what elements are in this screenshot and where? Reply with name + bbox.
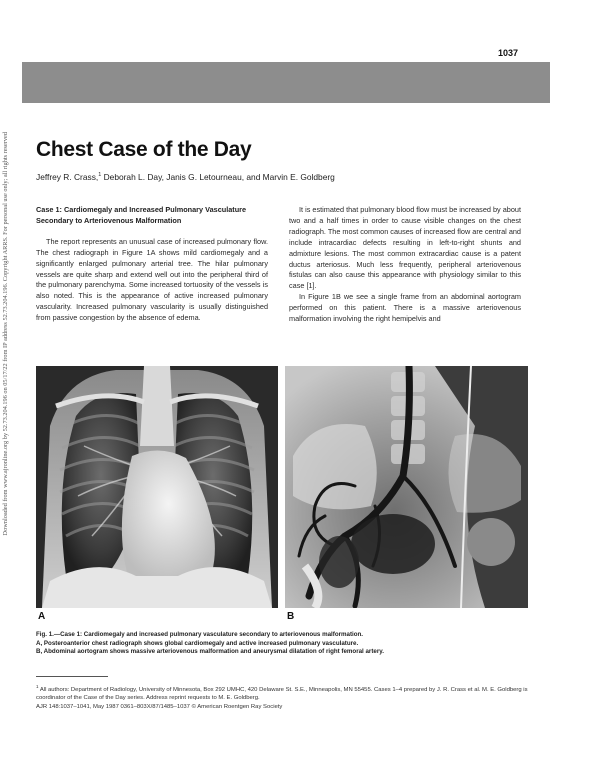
- footnote-marker: 1: [36, 684, 39, 689]
- authors-first: Jeffrey R. Crass,: [36, 172, 99, 182]
- author-list: [36, 172, 335, 182]
- journal-citation: AJR 148:1037–1041, May 1987 0361–803X/87/1485–1037 © American Roentgen Ray Society: [36, 704, 283, 710]
- chest-radiograph-drawing: [36, 366, 278, 608]
- right-column: [289, 205, 521, 325]
- case-heading: Case 1: Cardiomegaly and Increased Pulmonary Vasculature Secondary to Arteriovenous Malformation: [36, 205, 247, 225]
- figure-label-a: A: [38, 611, 46, 622]
- left-column: [36, 205, 268, 324]
- footnote: [36, 683, 528, 703]
- header-band: [22, 62, 550, 103]
- figure-caption: [36, 631, 526, 657]
- aortogram-drawing: [285, 366, 528, 608]
- chest-radiograph-image: [36, 366, 278, 608]
- body-paragraph: In Figure 1B we see a single frame from an abdominal aortogram performed on this patient. There is a massive arteriovenous malformation involving the right hemipelvis and: [289, 292, 521, 324]
- footnote-divider: [36, 676, 108, 677]
- aortogram-image: [285, 366, 528, 608]
- caption-part-a: A, Posteroanterior chest radiograph shows global cardiomegaly and active increased pulmonary vasculature.: [36, 639, 359, 647]
- figure-label-b: B: [287, 611, 295, 622]
- authors-rest: Deborah L. Day, Janis G. Letourneau, and Marvin E. Goldberg: [101, 172, 335, 182]
- body-paragraph: The report represents an unusual case of increased pulmonary flow. The chest radiograph in Figure 1A shows mild cardiomegaly and a significantly enlarged pulmonary arterial tree. The hilar pulmonary vessels are quite sharp and extend well out into the peripheral third of the pulmonary parenchyma. Some increased tortuosity of the vessels is also noted. This is the appearance of active increased pulmonary vascularity. Increased pulmonary vascularity is usually distinguished from passive congestion by the absence of edema.: [36, 236, 268, 323]
- caption-part-b: B, Abdominal aortogram shows massive arteriovenous malformation and aneurysmal dilatation of right femoral artery.: [36, 648, 384, 655]
- download-notice: Downloaded from www.ajronline.org by 52.73.204.196 on 05/17/22 from IP address 52.73.204.196. Copyright ARRS. For personal use only; all rights reserved: [2, 132, 9, 536]
- body-paragraph: It is estimated that pulmonary blood flow must be increased by about two and a half times in order to cause visible changes on the chest radiograph. The most common causes of increased flow are central and include intracardiac defects resulting in left-to-right shunts and admixture lesions. The most common extracardiac cause is a patent ductus arteriosus. Much less frequently, peripheral arteriovenous fistulas can also cause this appearance with physiology similar to this case [1].: [289, 205, 521, 291]
- caption-title: Fig. 1.—Case 1: Cardiomegaly and increased pulmonary vasculature secondary to arteriovenous malformation.: [36, 631, 364, 638]
- article-title: Chest Case of the Day: [36, 138, 252, 161]
- footnote-text: All authors: Department of Radiology, University of Minnesota, Box 292 UMHC, 420 Delaware St. S.E., Minneapolis, MN 55455. Cases 1–4 prepared by J. R. Crass et al. M. E. Goldberg is coordinator of the Case of the Day series. Address reprint requests to M. E. Goldberg.: [36, 686, 528, 702]
- page-number: 1037: [497, 48, 518, 58]
- author-footnote-marker: 1: [98, 172, 102, 179]
